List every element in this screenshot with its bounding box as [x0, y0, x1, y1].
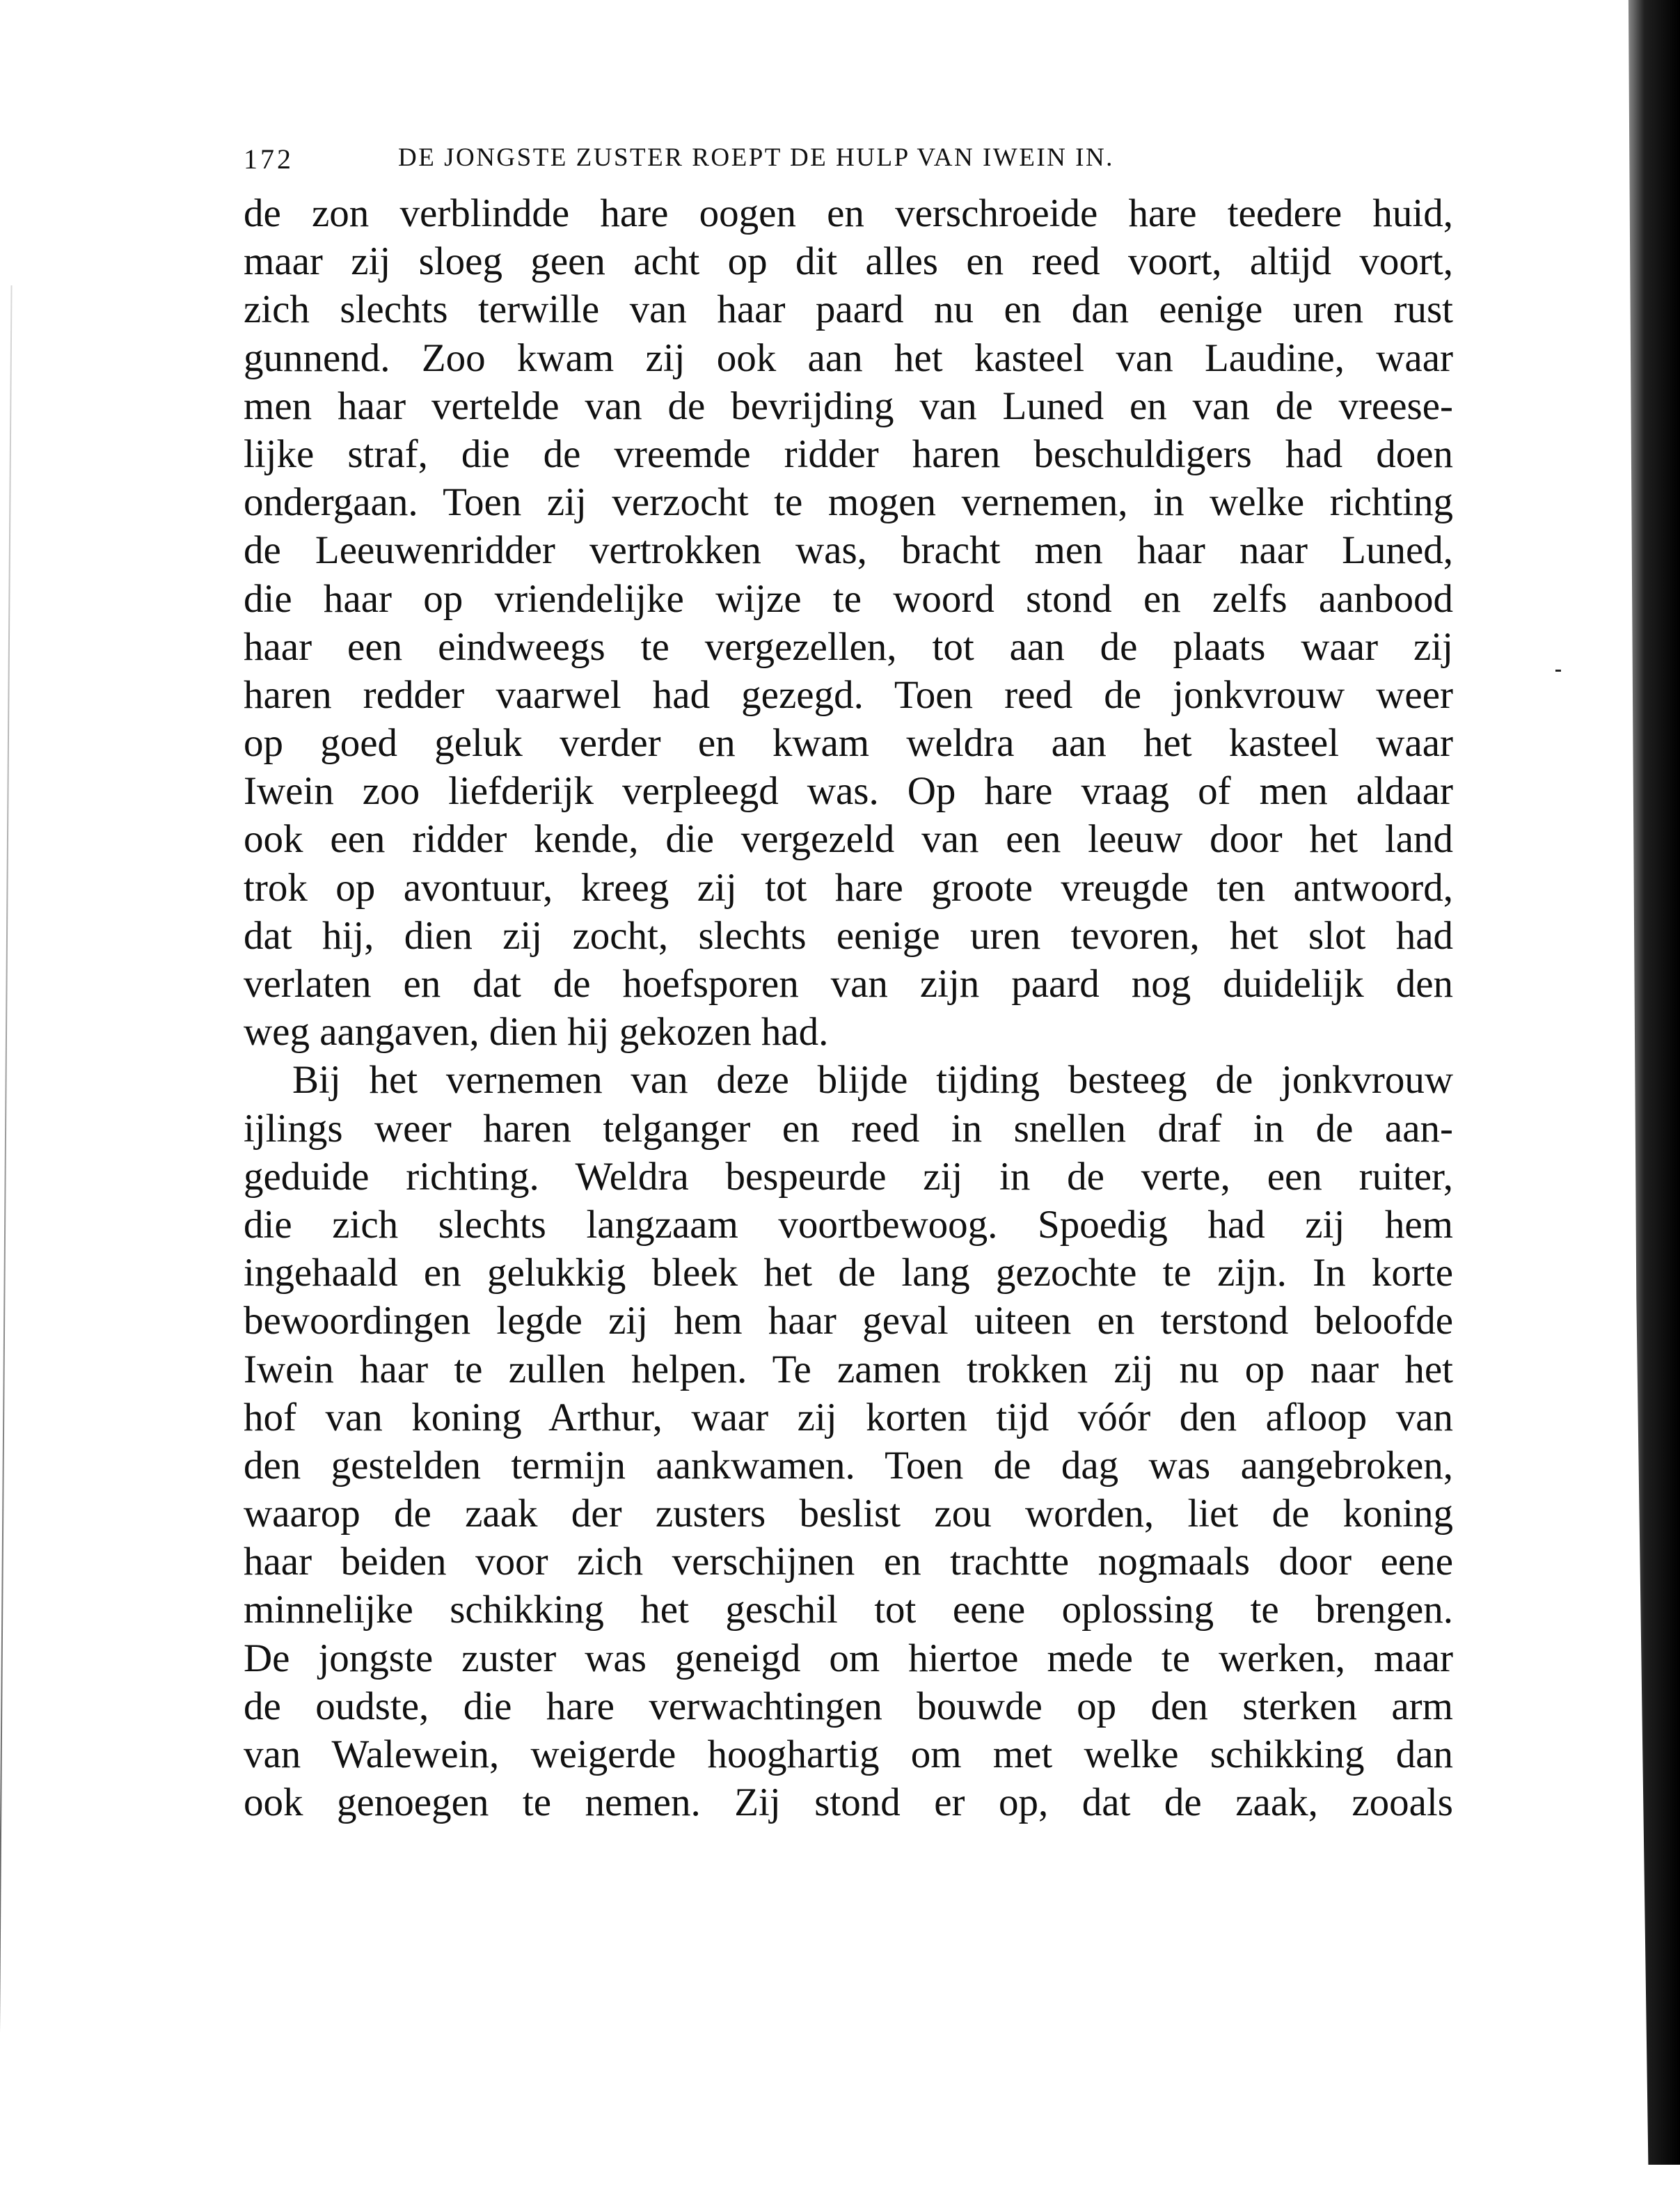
text-line: ook genoegen te nemen. Zij stond er op, dat de zaak, zooals: [244, 1781, 1453, 1825]
text-line: ondergaan. Toen zij verzocht te mogen vernemen, in welke richting: [244, 480, 1453, 525]
running-head: DE JONGSTE ZUSTER ROEPT DE HULP VAN IWEIN IN.: [398, 143, 1114, 172]
text-line: bewoordingen legde zij hem haar geval uiteen en terstond beloofde: [244, 1299, 1453, 1343]
page-right-edge-binding-shadow: [1601, 0, 1680, 2165]
text-line: Iwein zoo liefderijk verpleegd was. Op hare vraag of men aldaar: [244, 769, 1453, 814]
text-line: men haar vertelde van de bevrijding van Luned en van de vreese-: [244, 384, 1453, 428]
text-line: ingehaald en gelukkig bleek het de lang gezochte te zijn. In korte: [244, 1251, 1453, 1295]
text-line: weg aangaven, dien hij gekozen had.: [244, 1010, 829, 1055]
text-line: ijlings weer haren telganger en reed in snellen draf in de aan-: [244, 1106, 1453, 1151]
text-line: minnelijke schikking het geschil tot eene oplossing te brengen.: [244, 1588, 1453, 1632]
text-line: de oudste, die hare verwachtingen bouwde op den sterken arm: [244, 1684, 1453, 1728]
text-line: de zon verblindde hare oogen en verschroeide hare teedere huid,: [244, 191, 1453, 235]
text-line: geduide richting. Weldra bespeurde zij in de verte, een ruiter,: [244, 1154, 1453, 1199]
paragraph: [244, 1056, 1453, 1826]
text-line: van Walewein, weigerde hooghartig om met welke schikking dan: [244, 1732, 1453, 1776]
text-line: lijke straf, die de vreemde ridder haren beschuldigers had doen: [244, 432, 1453, 476]
page-left-edge-shadow: [0, 285, 13, 2187]
text-line: De jongste zuster was geneigd om hiertoe mede te werken, maar: [244, 1636, 1453, 1680]
paragraph: [244, 189, 1453, 1056]
text-line: dat hij, dien zij zocht, slechts eenige uren tevoren, het slot had: [244, 913, 1453, 958]
text-line: op goed geluk verder en kwam weldra aan het kasteel waar: [244, 721, 1453, 766]
text-line: zich slechts terwille van haar paard nu en dan eenige uren rust: [244, 287, 1453, 332]
page-number: 172: [244, 143, 294, 175]
body-text: [244, 189, 1453, 1826]
text-line: den gestelden termijn aankwamen. Toen de dag was aangebroken,: [244, 1443, 1453, 1487]
stray-ink-mark: [1555, 670, 1561, 672]
text-line: verlaten en dat de hoefsporen van zijn paard nog duidelijk den: [244, 962, 1453, 1006]
text-line: gunnend. Zoo kwam zij ook aan het kasteel van Laudine, waar: [244, 335, 1453, 380]
text-line: Bij het vernemen van deze blijde tijding besteeg de jonkvrouw: [292, 1058, 1453, 1103]
text-line: die haar op vriendelijke wijze te woord stond en zelfs aanbood: [244, 576, 1453, 621]
text-line: Iwein haar te zullen helpen. Te zamen trokken zij nu op naar het: [244, 1347, 1453, 1391]
text-line: ook een ridder kende, die vergezeld van een leeuw door het land: [244, 817, 1453, 862]
text-line: hof van koning Arthur, waar zij korten tijd vóór den afloop van: [244, 1395, 1453, 1439]
page-header: [244, 143, 1329, 184]
text-line: haar een eindweegs te vergezellen, tot aan de plaats waar zij: [244, 624, 1453, 669]
text-line: trok op avontuur, kreeg zij tot hare groote vreugde ten antwoord,: [244, 865, 1453, 910]
text-line: die zich slechts langzaam voortbewoog. Spoedig had zij hem: [244, 1202, 1453, 1247]
text-line: haar beiden voor zich verschijnen en trachtte nogmaals door eene: [244, 1540, 1453, 1584]
text-line: de Leeuwenridder vertrokken was, bracht men haar naar Luned,: [244, 528, 1453, 573]
text-line: maar zij sloeg geen acht op dit alles en reed voort, altijd voort,: [244, 239, 1453, 284]
text-line: haren redder vaarwel had gezegd. Toen reed de jonkvrouw weer: [244, 672, 1453, 717]
text-line: waarop de zaak der zusters beslist zou worden, liet de koning: [244, 1492, 1453, 1536]
